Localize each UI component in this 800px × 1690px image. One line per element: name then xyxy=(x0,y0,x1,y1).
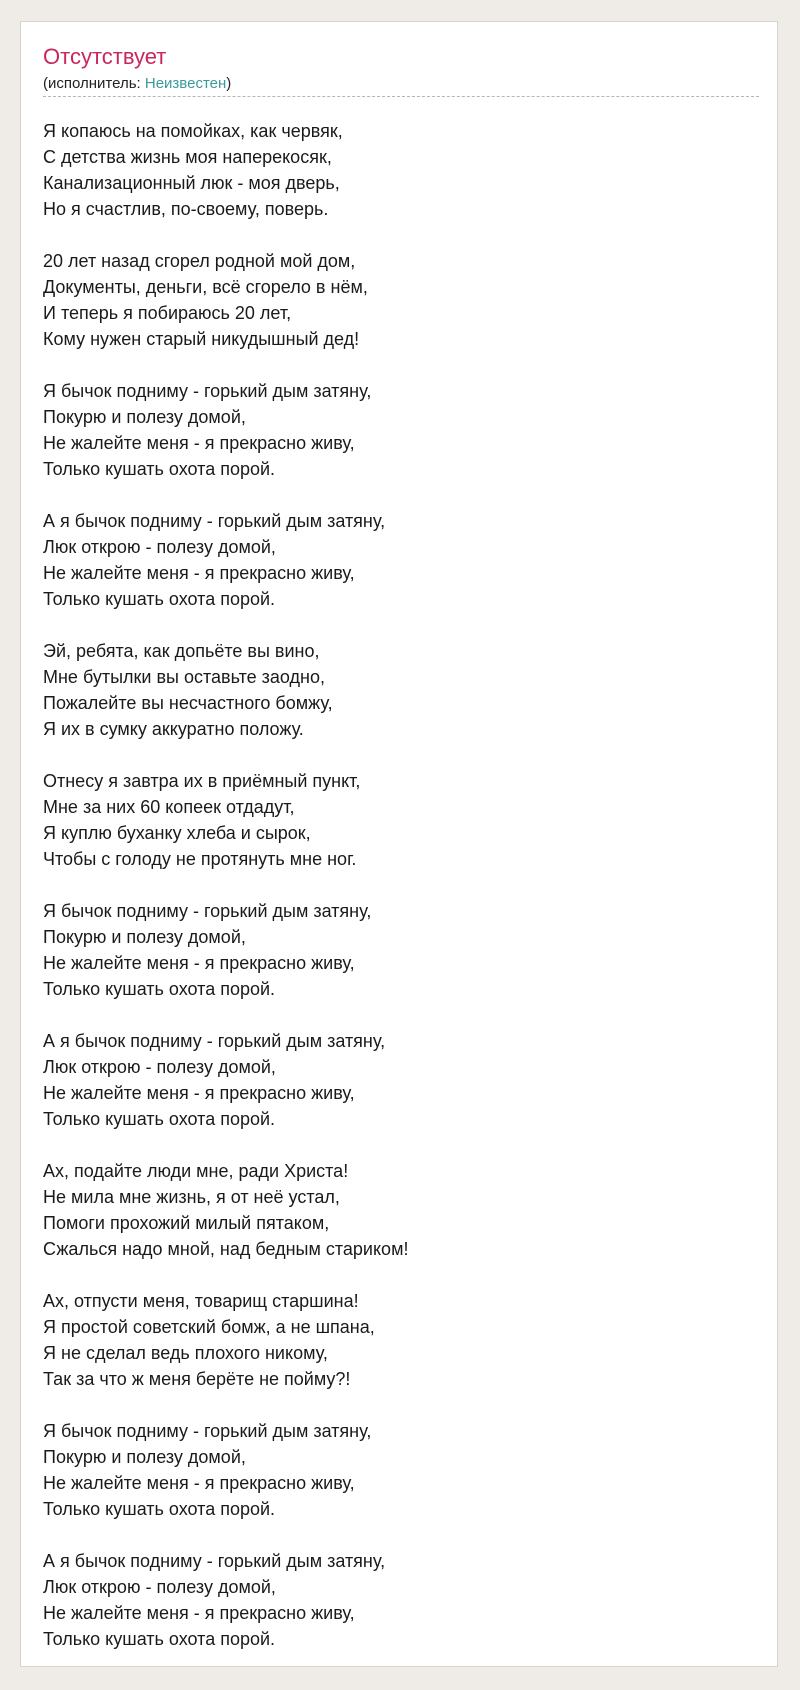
lyrics-stanza xyxy=(43,1288,759,1392)
lyrics-line: Только кушать охота порой. xyxy=(43,1499,276,1519)
lyrics-stanza xyxy=(43,248,759,352)
lyrics-line: Эй, ребята, как допьёте вы вино, xyxy=(43,641,320,661)
lyrics-line: Я не сделал ведь плохого никому, xyxy=(43,1343,328,1363)
lyrics-line: Только кушать охота порой. xyxy=(43,1109,276,1129)
lyrics-line: Сжалься надо мной, над бедным стариком! xyxy=(43,1239,409,1259)
artist-prefix: (исполнитель: xyxy=(43,75,145,92)
lyrics-line: Я копаюсь на помойках, как червяк, xyxy=(43,121,343,141)
lyrics-stanza xyxy=(43,118,759,222)
lyrics-line: Не жалейте меня - я прекрасно живу, xyxy=(43,1083,355,1103)
lyrics-line: Только кушать охота порой. xyxy=(43,979,276,999)
lyrics-line: Не жалейте меня - я прекрасно живу, xyxy=(43,433,355,453)
lyrics-stanza xyxy=(43,768,759,872)
lyrics-stanza xyxy=(43,1418,759,1522)
lyrics-line: Только кушать охота порой. xyxy=(43,589,276,609)
lyrics-line: И теперь я побираюсь 20 лет, xyxy=(43,303,292,323)
lyrics-line: Мне за них 60 копеек отдадут, xyxy=(43,797,295,817)
lyrics-line: Помоги прохожий милый пятаком, xyxy=(43,1213,330,1233)
lyrics-line: А я бычок подниму - горький дым затяну, xyxy=(43,1551,386,1571)
lyrics-line: Покурю и полезу домой, xyxy=(43,927,246,947)
lyrics-line: Так за что ж меня берёте не пойму?! xyxy=(43,1369,351,1389)
lyrics-line: Отнесу я завтра их в приёмный пункт, xyxy=(43,771,361,791)
lyrics-line: Покурю и полезу домой, xyxy=(43,407,246,427)
lyrics-line: Я бычок подниму - горький дым затяну, xyxy=(43,901,372,921)
lyrics-line: Только кушать охота порой. xyxy=(43,459,276,479)
lyrics-body xyxy=(43,118,759,1678)
lyrics-line: Не жалейте меня - я прекрасно живу, xyxy=(43,1473,355,1493)
lyrics-line: Ах, отпусти меня, товарищ старшина! xyxy=(43,1291,359,1311)
lyrics-line: Кому нужен старый никудышный дед! xyxy=(43,329,360,349)
lyrics-line: Канализационный люк - моя дверь, xyxy=(43,173,340,193)
lyrics-line: Я простой советский бомж, а не шпана, xyxy=(43,1317,375,1337)
lyrics-line: Только кушать охота порой. xyxy=(43,1629,276,1649)
lyrics-card xyxy=(20,21,778,1667)
lyrics-stanza xyxy=(43,1158,759,1262)
artist-link[interactable]: Неизвестен xyxy=(144,75,227,92)
lyrics-line: Не мила мне жизнь, я от неё устал, xyxy=(43,1187,340,1207)
artist-suffix: ) xyxy=(226,75,232,92)
lyrics-line: А я бычок подниму - горький дым затяну, xyxy=(43,1031,386,1051)
lyrics-line: Я куплю буханку хлеба и сырок, xyxy=(43,823,311,843)
lyrics-line: Мне бутылки вы оставьте заодно, xyxy=(43,667,325,687)
lyrics-stanza xyxy=(43,1548,759,1652)
song-title: Отсутствует xyxy=(43,44,167,69)
lyrics-line: Чтобы с голоду не протянуть мне ног. xyxy=(43,849,357,869)
lyrics-line: Пожалейте вы несчастного бомжу, xyxy=(43,693,333,713)
lyrics-stanza xyxy=(43,898,759,1002)
lyrics-line: Не жалейте меня - я прекрасно живу, xyxy=(43,563,355,583)
lyrics-stanza xyxy=(43,638,759,742)
lyrics-line: Люк открою - полезу домой, xyxy=(43,537,276,557)
lyrics-line: С детства жизнь моя наперекосяк, xyxy=(43,147,332,167)
lyrics-line: А я бычок подниму - горький дым затяну, xyxy=(43,511,386,531)
lyrics-stanza xyxy=(43,508,759,612)
lyrics-stanza xyxy=(43,1028,759,1132)
lyrics-line: Ах, подайте люди мне, ради Христа! xyxy=(43,1161,349,1181)
lyrics-line: Я их в сумку аккуратно положу. xyxy=(43,719,304,739)
lyrics-line: 20 лет назад сгорел родной мой дом, xyxy=(43,251,356,271)
lyrics-line: Я бычок подниму - горький дым затяну, xyxy=(43,1421,372,1441)
lyrics-line: Люк открою - полезу домой, xyxy=(43,1577,276,1597)
lyrics-line: Не жалейте меня - я прекрасно живу, xyxy=(43,1603,355,1623)
song-header xyxy=(43,43,759,97)
lyrics-line: Я бычок подниму - горький дым затяну, xyxy=(43,381,372,401)
lyrics-stanza xyxy=(43,378,759,482)
lyrics-line: Но я счастлив, по-своему, поверь. xyxy=(43,199,329,219)
lyrics-line: Люк открою - полезу домой, xyxy=(43,1057,276,1077)
lyrics-line: Документы, деньги, всё сгорело в нём, xyxy=(43,277,368,297)
lyrics-line: Не жалейте меня - я прекрасно живу, xyxy=(43,953,355,973)
lyrics-line: Покурю и полезу домой, xyxy=(43,1447,246,1467)
artist-line xyxy=(43,75,759,97)
